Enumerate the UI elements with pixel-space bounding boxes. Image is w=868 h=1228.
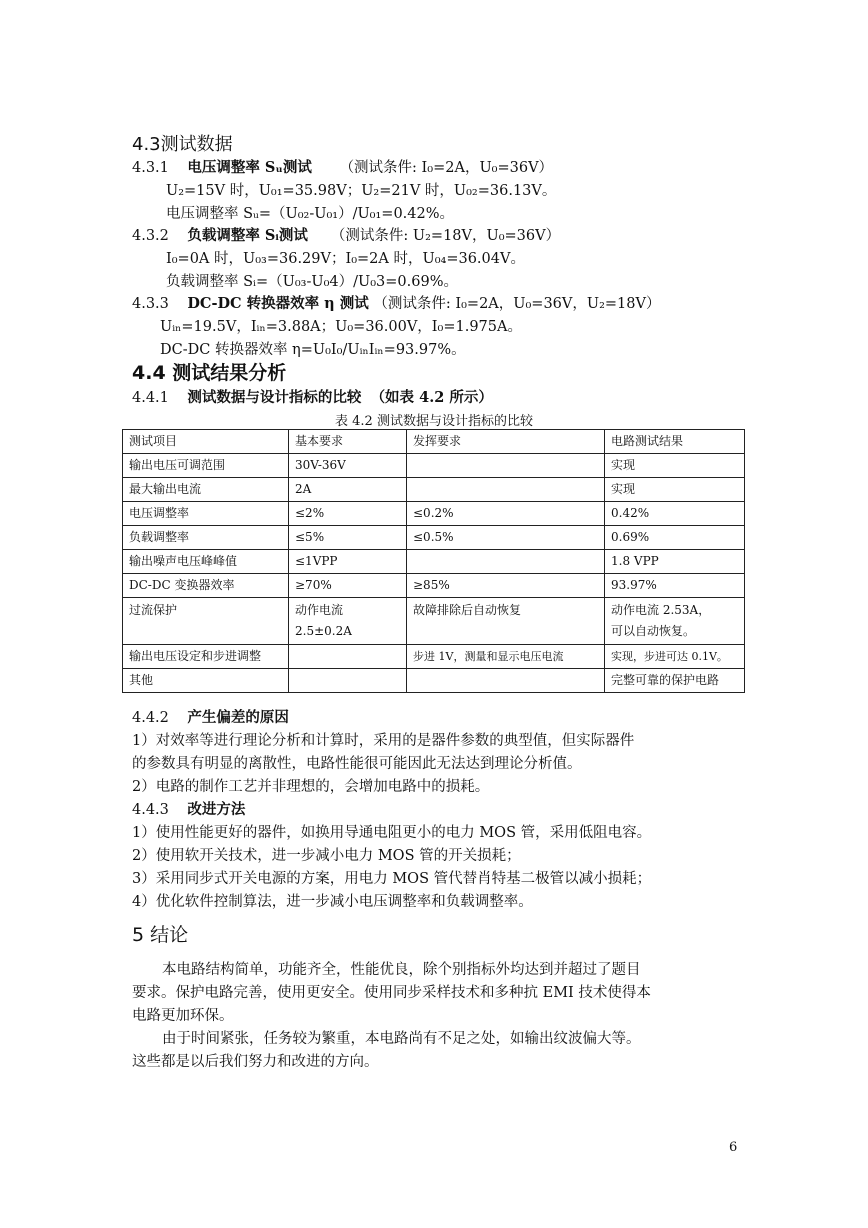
table-cell	[289, 669, 407, 693]
table-row	[123, 478, 745, 502]
table-row	[123, 645, 745, 669]
table-row	[123, 550, 745, 574]
table-cell: 输出噪声电压峰峰值	[123, 550, 289, 574]
paragraph-line: 本电路结构简单，功能齐全，性能优良，除个别指标外均达到并超过了题目	[162, 962, 641, 978]
table-cell: ≤5%	[289, 526, 407, 550]
table-cell: 30V-36V	[289, 454, 407, 478]
page-number: 6	[729, 1140, 738, 1155]
subsection-number: 4.4.3	[132, 802, 169, 818]
table-caption: 表 4.2 测试数据与设计指标的比较	[335, 414, 533, 429]
table-row	[123, 574, 745, 598]
table-cell: 动作电流 2.5±0.2A	[289, 598, 407, 645]
subsection-number: 4.4.2	[132, 710, 169, 726]
paragraph-line: 的参数具有明显的离散性，电路性能很可能因此无法达到理论分析值。	[132, 756, 582, 772]
paragraph-line: 这些都是以后我们努力和改进的方向。	[132, 1054, 379, 1070]
subsection-number: 4.3.1	[132, 160, 169, 176]
header-cell: 发挥要求	[407, 430, 605, 454]
table-cell: 其他	[123, 669, 289, 693]
table-cell	[407, 454, 605, 478]
result-line: 电压调整率 Sᵤ=（U₀₂-U₀₁）/U₀₁=0.42%。	[166, 206, 455, 222]
table-cell: 负载调整率	[123, 526, 289, 550]
measurement-line: U₂=15V 时，U₀₁=35.98V；U₂=21V 时，U₀₂=36.13V。	[166, 183, 557, 199]
section-4-4-heading: 4.4 测试结果分析	[132, 362, 287, 384]
table-cell: DC-DC 变换器效率	[123, 574, 289, 598]
table-cell: ≤0.2%	[407, 502, 605, 526]
test-conditions: （测试条件: U₂=18V，U₀=36V）	[330, 228, 561, 244]
table-cell: 2A	[289, 478, 407, 502]
table-cell: ≤1VPP	[289, 550, 407, 574]
subsection-number: 4.3.3	[132, 296, 169, 312]
table-row	[123, 669, 745, 693]
table-cell: 动作电流 2.53A， 可以自动恢复。	[605, 598, 745, 645]
table-cell: 最大输出电流	[123, 478, 289, 502]
table-cell: 实现	[605, 454, 745, 478]
result-line: 负载调整率 Sᵢ=（U₀₃-U₀4）/U₀3=0.69%。	[166, 274, 458, 290]
subsection-title: 电压调整率 Sᵤ测试	[187, 159, 312, 176]
subsection-4-3-2	[132, 224, 560, 245]
header-cell: 测试项目	[123, 430, 289, 454]
table-cell: ≤0.5%	[407, 526, 605, 550]
list-item: 1）使用性能更好的器件，如换用导通电阻更小的电力 MOS 管，采用低阻电容。	[132, 825, 652, 841]
test-conditions: （测试条件: I₀=2A，U₀=36V，U₂=18V）	[373, 296, 661, 312]
table-row	[123, 598, 745, 645]
subsection-title: 负载调整率 Sᵢ测试	[187, 227, 308, 244]
table-cell: 1.8 VPP	[605, 550, 745, 574]
table-row	[123, 526, 745, 550]
section-5-heading: 5 结论	[132, 924, 189, 946]
table-cell: 电压调整率	[123, 502, 289, 526]
paragraph-line: 由于时间紧张，任务较为繁重，本电路尚有不足之处，如输出纹波偏大等。	[162, 1031, 641, 1047]
table-row	[123, 502, 745, 526]
table-cell: 步进 1V，测量和显示电压电流	[407, 645, 605, 669]
measurement-line: I₀=0A 时，U₀₃=36.29V；I₀=2A 时，U₀₄=36.04V。	[166, 251, 525, 267]
result-line: DC-DC 转换器效率 η=U₀I₀/UᵢₙIᵢₙ=93.97%。	[160, 342, 466, 358]
table-cell: 0.69%	[605, 526, 745, 550]
list-item: 2）使用软开关技术，进一步减小电力 MOS 管的开关损耗；	[132, 848, 521, 864]
table-reference: （如表 4.2 所示）	[370, 389, 493, 406]
table-cell: 93.97%	[605, 574, 745, 598]
subsection-4-3-1	[132, 156, 553, 177]
subsection-title: 改进方法	[187, 801, 246, 818]
subsection-title: 测试数据与设计指标的比较	[187, 389, 362, 406]
paragraph-line: 要求。保护电路完善，使用更安全。使用同步采样技术和多种抗 EMI 技术使得本	[132, 985, 651, 1001]
header-cell: 基本要求	[289, 430, 407, 454]
table-cell: 输出电压设定和步进调整	[123, 645, 289, 669]
table-cell: ≥70%	[289, 574, 407, 598]
measurement-line: Uᵢₙ=19.5V，Iᵢₙ=3.88A；U₀=36.00V，I₀=1.975A。	[160, 319, 522, 335]
paragraph-line: 电路更加环保。	[132, 1008, 234, 1024]
table-cell: ≤2%	[289, 502, 407, 526]
comparison-table	[122, 429, 745, 693]
table-cell	[407, 478, 605, 502]
table-cell: 过流保护	[123, 598, 289, 645]
subsection-4-3-3	[132, 292, 660, 313]
subsection-number: 4.3.2	[132, 228, 169, 244]
table-cell: 输出电压可调范围	[123, 454, 289, 478]
table-cell: 实现	[605, 478, 745, 502]
subsection-4-4-3	[132, 798, 245, 819]
table-cell	[289, 645, 407, 669]
table-cell: 0.42%	[605, 502, 745, 526]
table-header-row	[123, 430, 745, 454]
test-conditions: （测试条件: I₀=2A，U₀=36V）	[339, 160, 554, 176]
subsection-4-4-1	[132, 386, 493, 407]
header-cell: 电路测试结果	[605, 430, 745, 454]
table-cell: 故障排除后自动恢复	[407, 598, 605, 645]
table-cell	[407, 550, 605, 574]
section-4-3-heading: 4.3测试数据	[132, 134, 233, 155]
table-cell: ≥85%	[407, 574, 605, 598]
table-row	[123, 454, 745, 478]
subsection-4-4-2	[132, 706, 289, 727]
list-item: 3）采用同步式开关电源的方案，用电力 MOS 管代替肖特基二极管以减小损耗；	[132, 871, 652, 887]
subsection-number: 4.4.1	[132, 390, 169, 406]
subsection-title: DC-DC 转换器效率 η 测试	[187, 295, 369, 312]
table-cell: 实现，步进可达 0.1V。	[605, 645, 745, 669]
table-cell: 完整可靠的保护电路	[605, 669, 745, 693]
paragraph-line: 2）电路的制作工艺并非理想的，会增加电路中的损耗。	[132, 779, 490, 795]
paragraph-line: 1）对效率等进行理论分析和计算时，采用的是器件参数的典型值，但实际器件	[132, 733, 635, 749]
table-cell	[407, 669, 605, 693]
list-item: 4）优化软件控制算法，进一步减小电压调整率和负载调整率。	[132, 894, 533, 910]
subsection-title: 产生偏差的原因	[187, 709, 289, 726]
